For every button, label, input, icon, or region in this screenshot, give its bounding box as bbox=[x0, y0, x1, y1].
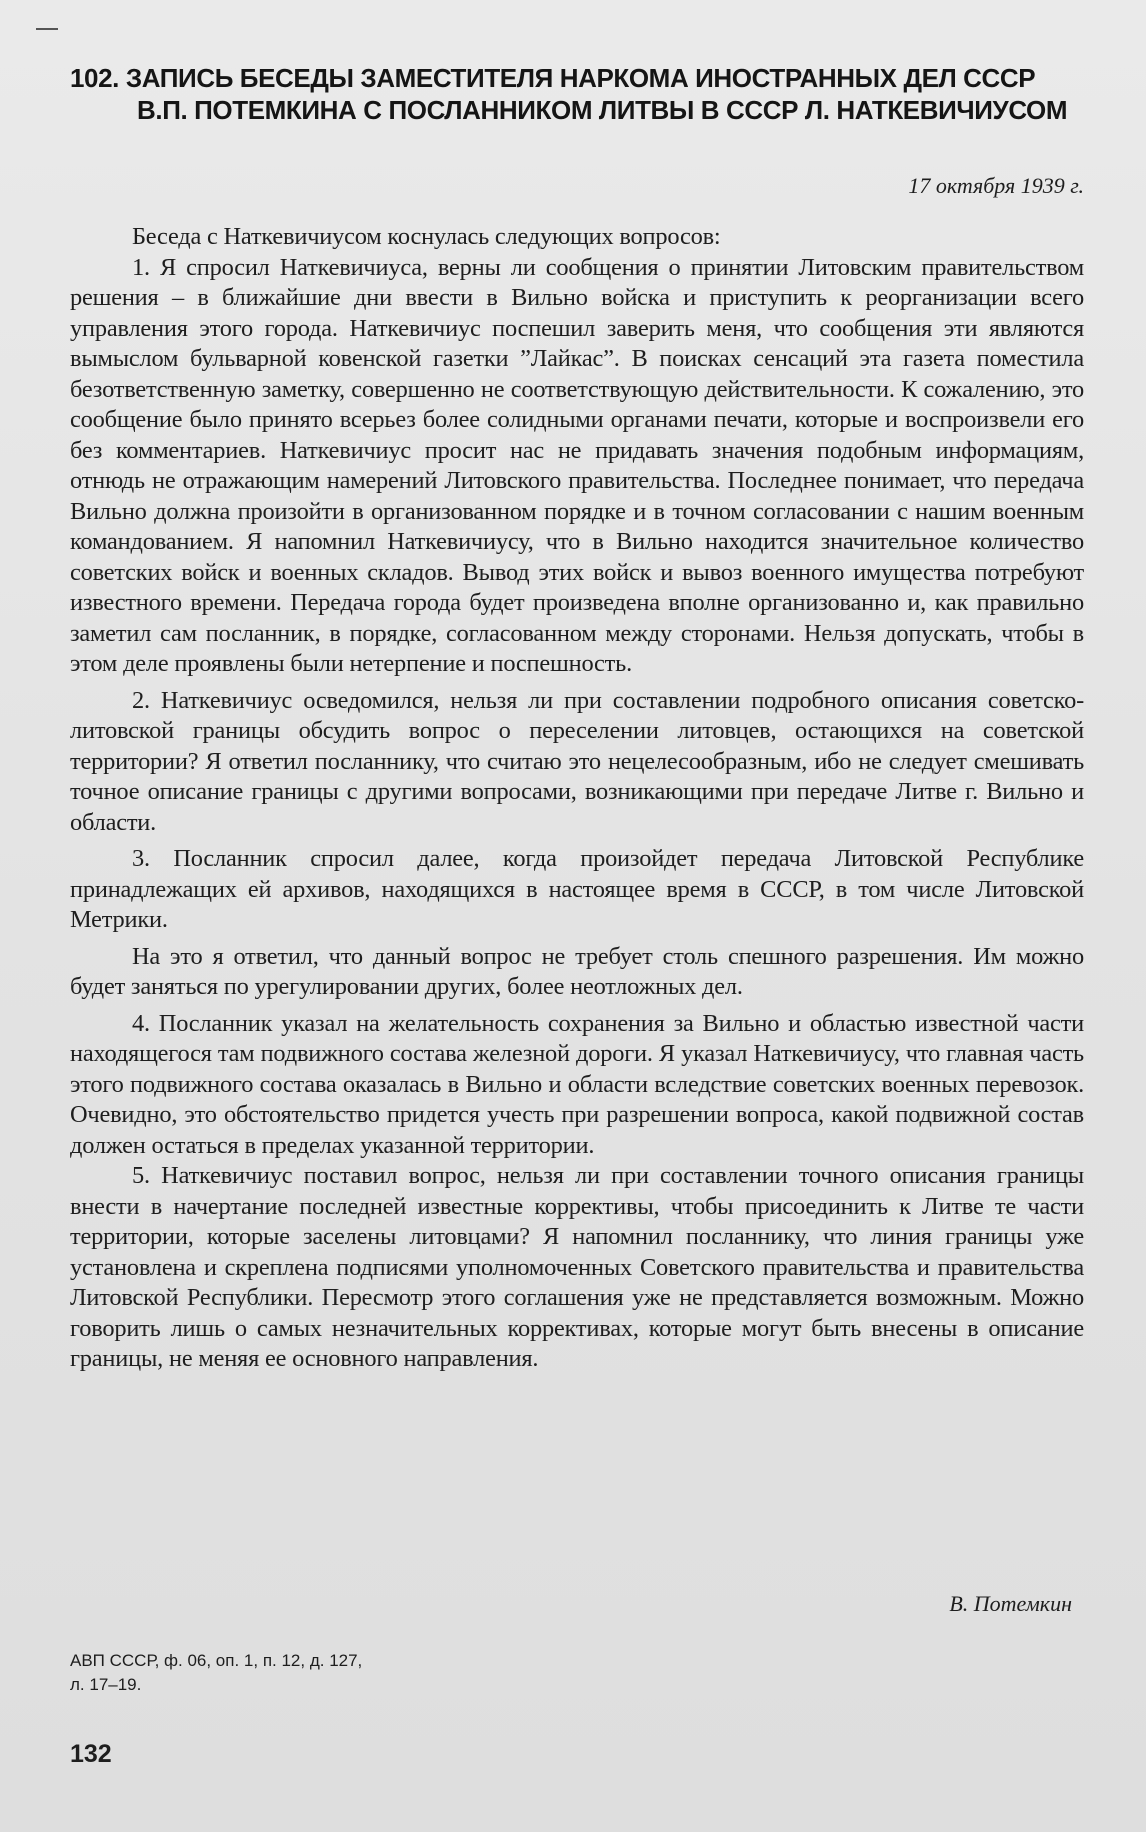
document-title-line-2: В.П. ПОТЕМКИНА С ПОСЛАННИКОМ ЛИТВЫ В СССР Л. НАТКЕВИЧИУСОМ bbox=[137, 95, 1068, 125]
document-body bbox=[70, 222, 1084, 1375]
body-paragraph-reply-3: На это я ответил, что данный вопрос не требует столь спешного разрешения. Им можно будет заняться по урегулировании других, более неотложных дел. bbox=[70, 942, 1084, 1000]
page-number: 132 bbox=[70, 1740, 112, 1768]
body-paragraph-item-5: 5. Наткевичиус поставил вопрос, нельзя ли при составлении точного описания границы внести в начертание последней известные коррективы, чтобы присоединить к Литве те части территории, которые заселены литовцами? Я напомнил посланнику, что линия границы уже установлена и скреплена подписями уполномоченных Советского правительства и правительства Литовской Республики. Пересмотр этого соглашения уже не представляется возможным. Можно говорить лишь о самых незначительных коррективах, которые могут быть внесены в описание границы, не меняя ее основного направления. bbox=[70, 1162, 1084, 1372]
body-paragraph-item-4: 4. Посланник указал на желательность сохранения за Вильно и областью известной части находящегося там подвижного состава железной дороги. Я указал Наткевичиусу, что главная часть этого подвижного состава оказалась в Вильно и области вследствие советских военных перевозок. Очевидно, это обстоятельство придется учесть при разрешении вопроса, какой подвижной состав должен остаться в пределах указанной территории. bbox=[70, 1009, 1084, 1159]
body-paragraph-item-2: 2. Наткевичиус осведомился, нельзя ли при составлении подробного описания советско-литовской границы обсудить вопрос о переселении литовцев, остающихся на советской территории? Я ответил посланнику, что считаю это нецелесообразным, ибо не следует смешивать точное описание границы с другими вопросами, возникающими при передаче Литве г. Вильно и области. bbox=[70, 686, 1084, 836]
document-date: 17 октября 1939 г. bbox=[908, 173, 1084, 198]
signature: В. Потемкин bbox=[949, 1591, 1072, 1616]
document-title bbox=[70, 62, 1090, 126]
archive-reference-line-1: АВП СССР, ф. 06, оп. 1, п. 12, д. 127, bbox=[70, 1651, 363, 1670]
page-corner-mark bbox=[36, 28, 58, 30]
archive-reference-line-2: л. 17–19. bbox=[70, 1675, 142, 1694]
document-title-line-1: 102. ЗАПИСЬ БЕСЕДЫ ЗАМЕСТИТЕЛЯ НАРКОМА ИНОСТРАННЫХ ДЕЛ СССР bbox=[70, 63, 1036, 93]
body-paragraph-item-1: 1. Я спросил Наткевичиуса, верны ли сообщения о принятии Литовским правительством решения – в ближайшие дни ввести в Вильно войска и приступить к реорганизации всего управления этого города. Наткевичиус поспешил заверить меня, что сообщения эти являются вымыслом бульварной ковенской газетки ”Лайкас”. В поисках сенсаций эта газета поместила безответственную заметку, совершенно не соответствующую действительности. К сожалению, это сообщение было принято всерьез более солидными органами печати, которые и воспроизвели его без комментариев. Наткевичиус просит нас не придавать значения подобным информациям, отнюдь не отражающим намерений Литовского правительства. Последнее понимает, что передача Вильно должна произойти в организованном порядке и в точном согласовании с нашим военным командованием. Я напомнил Наткевичиусу, что в Вильно находится значительное количество советских войск и военных складов. Вывод этих войск и вывоз военного имущества потребуют известного времени. Передача города будет произведена вполне организованно и, как правильно заметил сам посланник, в порядке, согласованном между сторонами. Нельзя допускать, чтобы в этом деле проявлены были нетерпение и поспешность. bbox=[70, 253, 1084, 677]
body-paragraph-intro: Беседа с Наткевичиусом коснулась следующих вопросов: bbox=[132, 223, 721, 250]
archive-reference bbox=[70, 1649, 490, 1697]
body-paragraph-item-3: 3. Посланник спросил далее, когда произойдет передача Литовской Республике принадлежащих ей архивов, находящихся в настоящее время в СССР, в том числе Литовской Метрики. bbox=[70, 845, 1084, 933]
